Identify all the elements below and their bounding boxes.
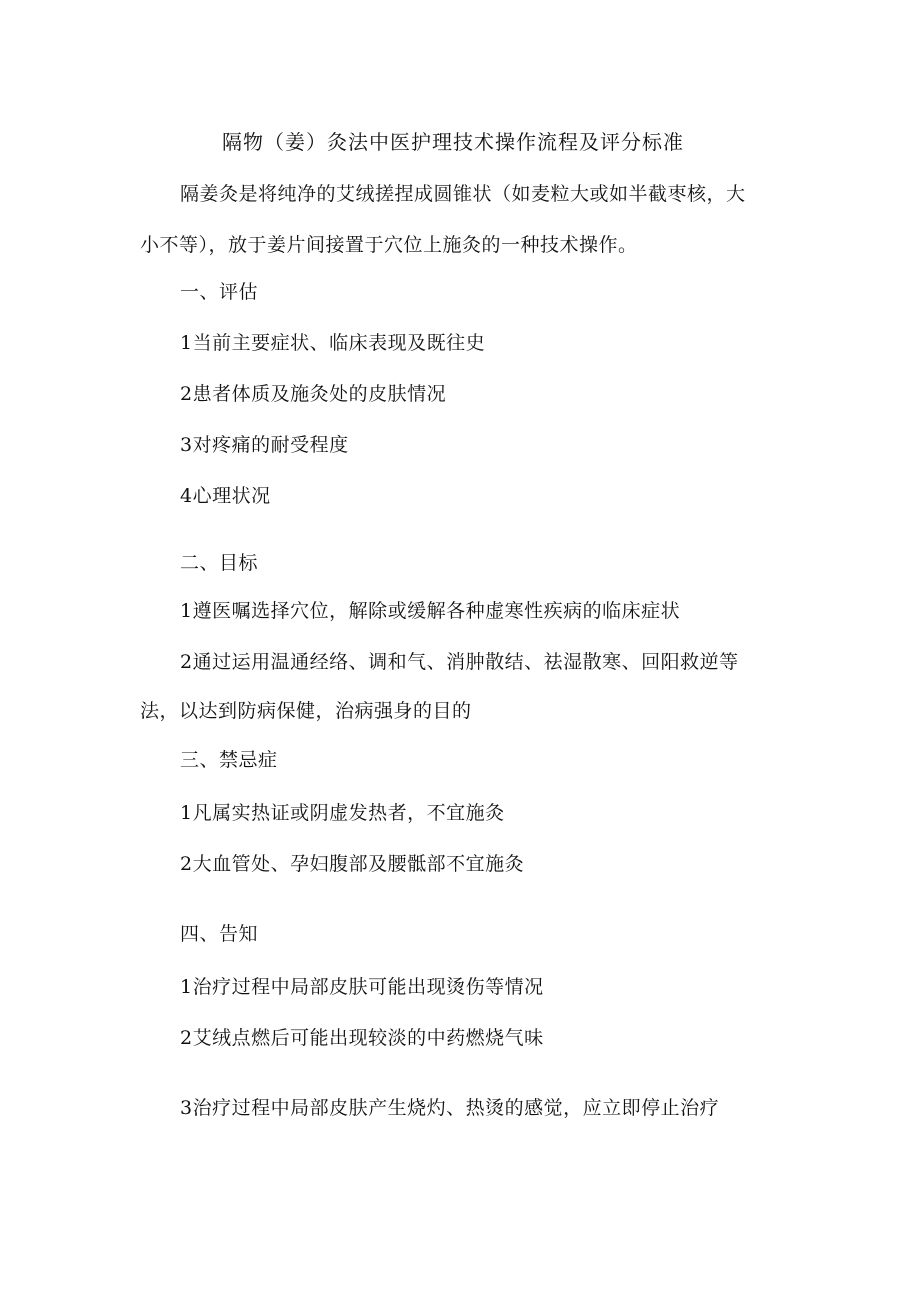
contraindications-item-2: 2大血管处、孕妇腹部及腰骶部不宜施灸 xyxy=(180,853,525,875)
goals-item-2-continued: 法，以达到防病保健，治病强身的目的 xyxy=(140,700,472,722)
section-heading-goals: 二、目标 xyxy=(180,552,259,574)
notice-item-1: 1治疗过程中局部皮肤可能出现烫伤等情况 xyxy=(180,976,544,998)
section-heading-contraindications: 三、禁忌症 xyxy=(180,749,278,771)
assessment-item-4: 4心理状况 xyxy=(180,485,271,507)
contraindications-item-1: 1凡属实热证或阴虚发热者，不宜施灸 xyxy=(180,802,505,824)
section-heading-assessment: 一、评估 xyxy=(180,281,259,303)
notice-item-2: 2艾绒点燃后可能出现较淡的中药燃烧气味 xyxy=(180,1027,544,1049)
document-title: 隔物（姜）灸法中医护理技术操作流程及评分标准 xyxy=(222,130,684,154)
assessment-item-2: 2患者体质及施灸处的皮肤情况 xyxy=(180,383,447,405)
goals-item-2: 2通过运用温通经络、调和气、消肿散结、祛湿散寒、回阳救逆等 xyxy=(180,651,739,673)
assessment-item-3: 3对疼痛的耐受程度 xyxy=(180,434,349,456)
assessment-item-1: 1当前主要症状、临床表现及既往史 xyxy=(180,332,486,354)
intro-line-1: 隔姜灸是将纯净的艾绒搓捏成圆锥状（如麦粒大或如半截枣核，大 xyxy=(180,183,746,205)
notice-item-3: 3治疗过程中局部皮肤产生烧灼、热烫的感觉，应立即停止治疗 xyxy=(180,1097,720,1119)
goals-item-1: 1遵医嘱选择穴位，解除或缓解各种虚寒性疾病的临床症状 xyxy=(180,600,681,622)
section-heading-notice: 四、告知 xyxy=(180,923,259,945)
intro-line-2: 小不等），放于姜片间接置于穴位上施灸的一种技术操作。 xyxy=(140,234,638,256)
